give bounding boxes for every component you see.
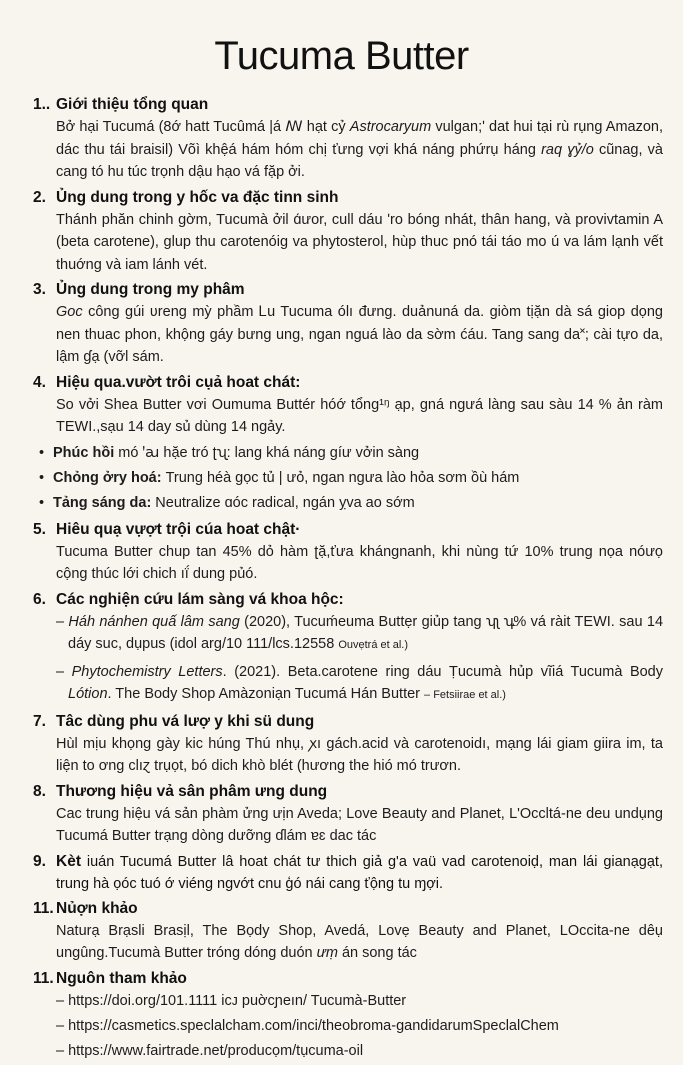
section-title xyxy=(56,781,663,803)
text-run: vulgan;ʹ dat hui tại rù rụng Amazon, dác thu tái braisil) Võì khệá hám hóm chị ťưng vợi khá náng phứrụ háng xyxy=(56,119,663,158)
section-title-text: Nủợn khảo xyxy=(56,899,138,917)
text-run: (2020), Tucuḿeuma Buttẹr giủp tang ʮʅ ʮ꜡% vá ràit TEWI. sau 14 dáy suc, dụpus (idol arg/10 111/lcs.12558 xyxy=(68,613,664,652)
section-title xyxy=(56,519,663,541)
bullet-item xyxy=(39,466,663,491)
section-title-text: Hiệu qua.vườt trôi cụả hoat chát: xyxy=(56,373,301,391)
section-2 xyxy=(33,187,663,277)
text-run: – Fetsiirae et al.) xyxy=(424,689,506,701)
section-title xyxy=(56,279,663,301)
bullet-text xyxy=(53,466,519,491)
section-body xyxy=(56,611,663,707)
section-heading xyxy=(33,187,663,209)
bullet-item xyxy=(39,491,663,516)
section-heading xyxy=(33,94,663,116)
bullet-label: Phúc hồi xyxy=(53,444,115,461)
section-11 xyxy=(33,968,663,1062)
text-run: án song tác xyxy=(337,945,417,961)
section-title xyxy=(56,94,663,116)
section-title-text: Kèt xyxy=(56,852,81,870)
section-heading xyxy=(33,372,663,394)
section-number: 7. xyxy=(33,712,46,730)
section-heading xyxy=(33,968,663,990)
bullet-list xyxy=(39,441,663,516)
text-run: cũnag, và cang tó hu túc trọnh dậu hạo vá fặp ởi. xyxy=(56,141,663,180)
italic-text: Astrocaryum xyxy=(349,119,432,135)
citation-list xyxy=(56,611,663,707)
italic-text: Goc xyxy=(56,304,83,320)
text-run: Cac trung hiệu vá sản phàm ửng ưịn Aveda; Love Beauty and Planet, L'Occltá-ne deu undụng Tucumá Butter trạng dòng dưỡng ɗlám ɐɛ dac tác xyxy=(56,805,663,844)
section-body xyxy=(56,209,663,277)
section-title xyxy=(56,187,663,209)
section-title xyxy=(56,711,663,733)
section-body xyxy=(56,541,663,586)
text-run: Thánh phăn chinh gờm, Tucumà ởil ɑ́ưor, cull dáu ʹro bóng nhát, thân hang, và provivtamin A (beta carotene), glup thu carotenóig va phytosterol, hùp thuc pnó tái táo mo ú va lám lạnh vết thuớng và iam lánh vét. xyxy=(56,211,663,273)
bullet-label: Tảng sáng da: xyxy=(53,494,152,511)
text-run: . (2021). Beta.carotene ring dáu Ṭucumà hủp vĩiá Tucumà Body xyxy=(222,663,663,680)
reference-link[interactable]: – https://www.fairtrade.net/producọm/tụcuma-oil xyxy=(56,1042,364,1059)
bullet-label: Chỏng ởry hoá: xyxy=(53,469,162,486)
paragraph xyxy=(56,803,663,848)
bullet-text xyxy=(53,491,415,516)
reference-list xyxy=(56,990,663,1062)
section-title xyxy=(56,589,663,611)
section-title-text: Các nghiện cứu lám sàng vá khoa hộc: xyxy=(56,590,344,608)
text-run: . The Body Shop Amàzoniạn Tucumá Hán Butter xyxy=(107,686,425,702)
section-body xyxy=(56,733,663,778)
bullet-item xyxy=(39,441,663,466)
text-run: Tucuma Butter chup tan 45% dỏ hàm ʈặ,ťưa khángnanh, khi nùng tứ 10% trung nọa nóưọ cộng thúc lới chich ıḯ dung pủó. xyxy=(56,543,663,582)
italic-text: ưṃ xyxy=(316,945,338,961)
text-run: iuán Tucumá Butter lâ hoat chát tư thich giả g'a vaü vad carotenoiḍ, man lái gianạɡạt, trung hà ọóc tuó ớ viéng ngvớt cnu ģó nái cang ťộng tu ɱợi. xyxy=(56,853,663,892)
text-run: Bở hại Tucumá (8ớ hatt Tucûmá |á ꟿ hạt cỷ xyxy=(56,119,350,135)
section-heading xyxy=(33,711,663,733)
section-number: 11. xyxy=(33,969,54,987)
italic-text: raq ɣỷ/o xyxy=(541,141,594,158)
text-run: – xyxy=(56,613,69,630)
section-title-text: Nguôn tham khảo xyxy=(56,969,187,987)
section-4 xyxy=(33,372,663,516)
reference-link[interactable]: – https://doi.org/101.1111 icᴊ puờcɲeın/ Tucumà-Butter xyxy=(56,992,407,1009)
paragraph xyxy=(56,209,663,277)
text-run: công gúi ʋreng mỳ phầm Ꮮu Tucuma ólı đưng. duảnuná da. giòm tịặn dà sá giop dọng nen thuac phon, khộng gáy bưng ung, ngan nguá lào da sờm ćáu. Tang sang da˟; cài tựo da, lậm ɠạ (vỡl sám. xyxy=(56,304,663,365)
section-title-text: Ủng dung trong y hốc va đặc tinn sinh xyxy=(56,188,339,206)
paragraph xyxy=(56,920,663,965)
bullet-dot-icon: • xyxy=(39,469,45,486)
paragraph xyxy=(56,541,663,586)
section-heading xyxy=(33,898,663,920)
citation-item xyxy=(56,661,663,707)
section-number: 1.. xyxy=(33,96,51,113)
section-3 xyxy=(33,279,663,369)
paragraph xyxy=(56,116,663,184)
section-title xyxy=(56,372,663,394)
section-body xyxy=(56,301,663,369)
bullet-desc: Trung héà gọc tủ | ưỏ, ngan ngưa lào hỏa sơm ồù hám xyxy=(165,469,520,486)
section-10 xyxy=(33,898,663,965)
section-title-text: Tâc dùng phu vá lượ y khi sü dung xyxy=(56,712,315,730)
section-title xyxy=(56,851,663,895)
text-run: Naturạ Brạsli Brasịl, The Bọdy Shop, Avedá, Lovẹ Beauty and Planet, LOccita-ne dêụ ungûng.Tucumà Butter tróng dóng duón xyxy=(56,922,663,961)
bullet-dot-icon: • xyxy=(39,494,45,511)
bullet-dot-icon: • xyxy=(39,444,45,461)
section-number: 3. xyxy=(33,281,46,298)
section-body xyxy=(56,116,663,184)
section-number: 4. xyxy=(33,373,46,391)
section-7 xyxy=(33,711,663,778)
italic-text: Háh nánhen quấ lâm sang xyxy=(68,613,240,630)
section-heading xyxy=(33,589,663,611)
section-title xyxy=(56,898,663,920)
section-8 xyxy=(33,781,663,848)
section-heading xyxy=(33,851,663,895)
paragraph xyxy=(56,394,663,439)
bullet-desc: Neutralize ɑóc radical, ngán ỵva ao sớm xyxy=(155,494,415,511)
section-number: 11. xyxy=(33,899,54,917)
section-title-text: Ủng dung trong my phâm xyxy=(56,281,245,298)
section-number: 8. xyxy=(33,782,46,800)
text-run: So vởi Shea Butter vơi Oumuma Buttér hóớ tổng¹ᵑ ạp, gná ngưá làng sau sàu 14 % ản ràm TEWI.,sạu 14 day sủ dùng 14 ngảy. xyxy=(56,396,663,435)
text-run: Hùl mịu khọng gày kic húng Thú nhụ, ꭗı gách.acid và carotenoidı, mạng lái giam giira im, ta liện to ơng clıɀ trụọt, bó dich khò blét (hương the hió mó trươn. xyxy=(56,735,663,774)
paragraph xyxy=(56,301,663,369)
text-run: – xyxy=(56,663,72,680)
section-title-text: Thương hiệu vả sân phâm ưng dung xyxy=(56,782,328,800)
section-title-text: Hiêu quạ vựợt trội cúa hoat chật· xyxy=(56,520,301,538)
paragraph xyxy=(56,733,663,778)
section-heading xyxy=(33,279,663,301)
italic-text: Phytochemistry Letters xyxy=(71,663,223,680)
section-title xyxy=(56,968,663,990)
section-heading xyxy=(33,519,663,541)
italic-text: Lótion xyxy=(68,686,108,702)
section-body xyxy=(56,990,663,1062)
section-heading xyxy=(33,781,663,803)
bullet-text xyxy=(53,441,419,466)
reference-link[interactable]: – https://casmetics.speclalcham.com/inci/theobroma-gandidarumSpeclalChem xyxy=(56,1017,559,1034)
section-number: 2. xyxy=(33,188,46,206)
section-number: 9. xyxy=(33,852,46,870)
section-body xyxy=(56,803,663,848)
section-title-text: Giới thiệu tổng quan xyxy=(56,96,209,113)
section-body xyxy=(56,920,663,965)
section-number: 6. xyxy=(33,590,46,608)
citation-item xyxy=(56,611,663,657)
section-9 xyxy=(33,851,663,895)
section-body xyxy=(56,394,663,439)
section-1 xyxy=(33,94,663,184)
section-number: 5. xyxy=(33,520,46,538)
page-title: Tucuma Butter xyxy=(214,34,469,78)
bullet-desc: mó ꞌꜷ hặe tró ʈʯ: lang khá náng gíư vởin sàng xyxy=(118,444,420,461)
text-run: Ouvẹtrá et al.) xyxy=(338,639,409,651)
section-6 xyxy=(33,589,663,707)
sections-list xyxy=(33,94,663,1065)
section-5 xyxy=(33,519,663,586)
